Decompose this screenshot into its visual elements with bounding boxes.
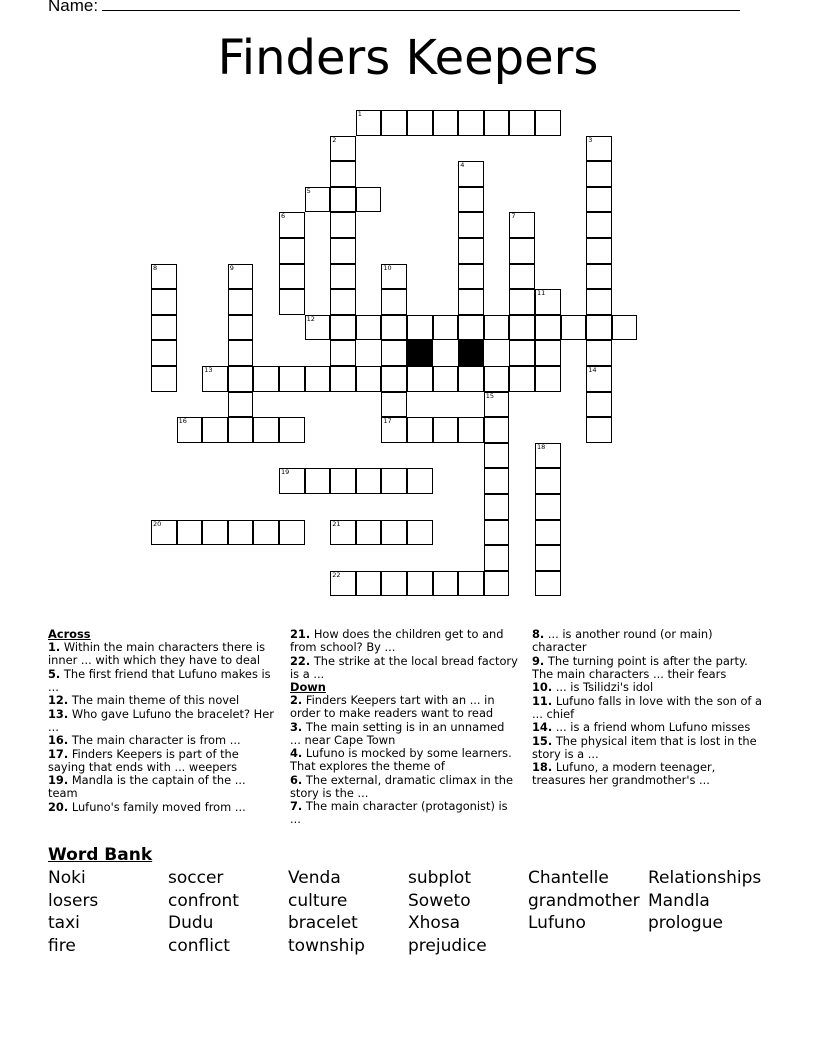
crossword-cell[interactable] — [356, 571, 382, 597]
crossword-cell[interactable] — [484, 443, 510, 469]
crossword-cell[interactable] — [509, 340, 535, 366]
crossword-cell[interactable] — [458, 187, 484, 213]
crossword-cell[interactable] — [151, 264, 177, 290]
crossword-cell[interactable] — [484, 417, 510, 443]
word-bank-word: Relationships — [648, 868, 762, 888]
word-bank-word: losers — [48, 890, 99, 911]
crossword-cell[interactable] — [509, 110, 535, 136]
crossword-cell[interactable] — [330, 315, 356, 341]
word-bank-word: prejudice — [408, 935, 487, 956]
crossword-cell[interactable] — [484, 571, 510, 597]
crossword-cell[interactable] — [228, 340, 254, 366]
clue-number: 5 — [306, 186, 311, 195]
clue-number: 1 — [357, 110, 362, 118]
crossword-cell[interactable] — [407, 110, 433, 136]
word-bank-word: Lufuno — [528, 913, 586, 933]
crossword-cell[interactable] — [484, 315, 510, 341]
word-bank-list — [48, 868, 788, 957]
clue-number: 12 — [306, 314, 315, 323]
crossword-cell[interactable] — [202, 366, 228, 392]
across-clue-12: 12. The main theme of this novel — [48, 693, 240, 707]
word-bank-word: Venda — [288, 868, 341, 888]
word-bank-word: confront — [168, 890, 239, 911]
crossword-cell[interactable] — [586, 315, 612, 341]
crossword-cell[interactable] — [279, 289, 305, 315]
clue-number: 4 — [460, 161, 465, 170]
down-clue-15: 15. The physical item that is lost in the story is a ... — [532, 733, 757, 761]
name-label: Name: — [48, 0, 99, 15]
word-bank-word: township — [288, 935, 365, 956]
crossword-cell[interactable] — [433, 417, 459, 443]
clue-number: 6 — [281, 212, 286, 221]
clue-number: 9 — [229, 263, 234, 272]
down-clue-7: 7. The main character (protagonist) is ... — [290, 799, 508, 826]
crossword-cell[interactable] — [509, 366, 535, 392]
across-clue-19: 19. Mandla is the captain of the ... team — [48, 773, 246, 800]
crossword-cell[interactable] — [458, 289, 484, 315]
crossword-cell[interactable] — [330, 238, 356, 264]
word-bank-word: fire — [48, 935, 76, 956]
clue-number: 11 — [537, 289, 546, 298]
across-clue-5: 5. The first friend that Lufuno makes is ... — [48, 666, 271, 694]
crossword-cell[interactable] — [586, 340, 612, 366]
crossword-cell[interactable] — [330, 468, 356, 494]
clue-number: 8 — [153, 263, 158, 272]
crossword-cell[interactable] — [586, 289, 612, 315]
crossword-cell[interactable] — [279, 520, 305, 546]
clue-number: 22 — [332, 570, 341, 579]
across-clue-21: 21. How does the children get to and from school? By ... — [290, 627, 504, 654]
crossword-cell[interactable] — [356, 520, 382, 546]
clues-column-1 — [48, 628, 276, 814]
clue-number: 2 — [332, 135, 337, 144]
crossword-cell[interactable] — [535, 289, 561, 315]
down-heading: Down — [290, 680, 326, 694]
word-bank-title: Word Bank — [48, 845, 153, 865]
crossword-cell[interactable] — [305, 315, 331, 341]
down-clue-10: 10. ... is Tsilidzi's idol — [532, 680, 654, 694]
crossword-cell[interactable] — [535, 110, 561, 136]
clue-number: 3 — [588, 135, 593, 144]
crossword-cell[interactable] — [458, 212, 484, 238]
across-clue-13: 13. Who gave Lufuno the bracelet? Her ... — [48, 706, 274, 734]
down-clue-4: 4. Lufuno is mocked by some learners. That explores the theme of — [290, 746, 512, 773]
crossword-cell[interactable] — [407, 571, 433, 597]
word-bank-word: soccer — [168, 868, 224, 888]
word-bank-word: culture — [288, 890, 348, 911]
crossword-cell[interactable] — [612, 315, 638, 341]
crossword-cell[interactable] — [202, 417, 228, 443]
crossword-cell[interactable] — [509, 212, 535, 238]
crossword-cell[interactable] — [433, 110, 459, 136]
crossword-cell[interactable] — [330, 136, 356, 162]
crossword-cell[interactable] — [279, 417, 305, 443]
crossword-cell[interactable] — [535, 545, 561, 571]
crossword-cell[interactable] — [305, 187, 331, 213]
crossword-cell[interactable] — [330, 161, 356, 187]
crossword-cell[interactable] — [228, 289, 254, 315]
crossword-cell[interactable] — [407, 417, 433, 443]
crossword-cell[interactable] — [586, 187, 612, 213]
crossword-cell[interactable] — [535, 366, 561, 392]
crossword-cell[interactable] — [458, 110, 484, 136]
crossword-cell[interactable] — [356, 366, 382, 392]
crossword-cell[interactable] — [202, 520, 228, 546]
crossword-cell[interactable] — [356, 315, 382, 341]
crossword-cell[interactable] — [228, 417, 254, 443]
crossword-cell[interactable] — [253, 417, 279, 443]
clue-number: 19 — [281, 468, 290, 477]
crossword-cell[interactable] — [330, 289, 356, 315]
clue-number: 15 — [485, 391, 495, 400]
crossword-cell[interactable] — [484, 520, 510, 546]
crossword-cell[interactable] — [509, 238, 535, 264]
crossword-cell[interactable] — [381, 520, 407, 546]
crossword-cell[interactable] — [484, 494, 510, 520]
crossword-cell[interactable] — [381, 340, 407, 366]
crossword-cell[interactable] — [305, 366, 331, 392]
crossword-cell[interactable] — [330, 366, 356, 392]
crossword-cell[interactable] — [586, 161, 612, 187]
crossword-cell[interactable] — [458, 417, 484, 443]
word-bank-word: taxi — [48, 913, 80, 933]
down-clue-6: 6. The external, dramatic climax in the story is the ... — [290, 772, 514, 800]
crossword-cell[interactable] — [228, 315, 254, 341]
crossword-cell[interactable] — [279, 366, 305, 392]
crossword-cell[interactable] — [458, 161, 484, 187]
crossword-cell[interactable] — [586, 264, 612, 290]
black-square — [458, 340, 484, 366]
down-clue-8: 8. ... is another round (or main) character — [532, 627, 713, 654]
crossword-cell[interactable] — [586, 392, 612, 418]
word-bank-word: Mandla — [648, 890, 710, 911]
crossword-cell[interactable] — [228, 264, 254, 290]
across-clue-17: 17. Finders Keepers is part of the saying that ends with ... weepers — [48, 746, 239, 774]
clue-number: 21 — [332, 519, 341, 528]
word-bank-word: Dudu — [168, 913, 214, 933]
crossword-cell[interactable] — [509, 264, 535, 290]
crossword-cell[interactable] — [535, 315, 561, 341]
crossword-cell[interactable] — [458, 315, 484, 341]
word-bank-word: grandmother — [528, 890, 640, 911]
crossword-cell[interactable] — [458, 238, 484, 264]
crossword-cell[interactable] — [535, 520, 561, 546]
clue-number: 14 — [588, 366, 597, 374]
across-clue-20: 20. Lufuno's family moved from ... — [48, 799, 246, 814]
word-bank-word: Xhosa — [408, 913, 461, 933]
crossword-cell[interactable] — [279, 264, 305, 290]
crossword-cell[interactable] — [330, 212, 356, 238]
crossword-cell[interactable] — [535, 468, 561, 494]
crossword-cell[interactable] — [586, 238, 612, 264]
crossword-cell[interactable] — [151, 315, 177, 341]
crossword-cell[interactable] — [381, 468, 407, 494]
crossword-cell[interactable] — [279, 212, 305, 238]
crossword-cell[interactable] — [356, 187, 382, 213]
crossword-cell[interactable] — [561, 315, 587, 341]
down-clue-9: 9. The turning point is after the party. The main characters ... their fears — [532, 653, 748, 681]
word-bank-word: Soweto — [408, 890, 471, 911]
clue-number: 20 — [153, 519, 162, 528]
crossword-cell[interactable] — [330, 571, 356, 597]
across-clue-16: 16. The main character is from ... — [48, 733, 241, 747]
crossword-cell[interactable] — [151, 366, 177, 392]
crossword-cell[interactable] — [484, 110, 510, 136]
crossword-cell[interactable] — [330, 340, 356, 366]
crossword-cell[interactable] — [484, 392, 510, 418]
crossword-cell[interactable] — [330, 520, 356, 546]
word-bank — [48, 845, 788, 957]
crossword-cell[interactable] — [484, 468, 510, 494]
crossword-cell[interactable] — [433, 571, 459, 597]
down-clue-2: 2. Finders Keepers tart with an ... in order to make readers want to read — [290, 693, 495, 720]
crossword-cell[interactable] — [177, 520, 203, 546]
crossword-cell[interactable] — [381, 289, 407, 315]
across-clue-22: 22. The strike at the local bread factory is a ... — [290, 653, 518, 681]
crossword-cell[interactable] — [535, 443, 561, 469]
crossword-cell[interactable] — [151, 340, 177, 366]
crossword-cell[interactable] — [586, 212, 612, 238]
across-heading: Across — [48, 627, 91, 641]
clue-number: 18 — [537, 442, 546, 451]
crossword-cell[interactable] — [330, 264, 356, 290]
crossword-cell[interactable] — [330, 187, 356, 213]
across-clue-1: 1. Within the main characters there is inner ... with which they have to deal — [48, 640, 266, 667]
crossword-cell[interactable] — [279, 238, 305, 264]
crossword-cell[interactable] — [407, 315, 433, 341]
crossword-cell[interactable] — [458, 264, 484, 290]
crossword-cell[interactable] — [228, 520, 254, 546]
clues-column-2 — [290, 628, 518, 827]
crossword-cell[interactable] — [458, 366, 484, 392]
crossword-cell[interactable] — [151, 289, 177, 315]
down-clue-18: 18. Lufuno, a modern teenager, treasures her grandmother's ... — [532, 760, 716, 787]
crossword-cell[interactable] — [228, 392, 254, 418]
crossword-cell[interactable] — [381, 110, 407, 136]
clue-number: 7 — [511, 212, 516, 221]
crossword-cell[interactable] — [586, 366, 612, 392]
page-title: Finders Keepers — [217, 30, 599, 86]
clue-number: 16 — [178, 417, 187, 426]
crossword-cell[interactable] — [253, 366, 279, 392]
crossword-cell[interactable] — [509, 315, 535, 341]
crossword-cell[interactable] — [484, 366, 510, 392]
crossword-cell[interactable] — [305, 468, 331, 494]
clue-number: 10 — [383, 263, 392, 272]
crossword-cell[interactable] — [407, 366, 433, 392]
crossword-cell[interactable] — [535, 340, 561, 366]
crossword-cell[interactable] — [356, 110, 382, 136]
crossword-cell[interactable] — [535, 494, 561, 520]
down-clue-14: 14. ... is a friend whom Lufuno misses — [532, 720, 751, 734]
word-bank-word: prologue — [648, 913, 723, 933]
crossword-cell[interactable] — [586, 417, 612, 443]
crossword-cell[interactable] — [228, 366, 254, 392]
clue-number: 17 — [383, 417, 392, 426]
crossword-cell[interactable] — [381, 392, 407, 418]
crossword-cell[interactable] — [586, 136, 612, 162]
crossword-cell[interactable] — [407, 520, 433, 546]
crossword-cell[interactable] — [484, 545, 510, 571]
down-clue-3: 3. The main setting is in an unnamed ... near Cape Town — [290, 719, 505, 747]
crossword-cell[interactable] — [381, 264, 407, 290]
word-bank-word: Chantelle — [528, 868, 609, 888]
crossword-cell[interactable] — [381, 315, 407, 341]
word-bank-word: conflict — [168, 935, 230, 956]
crossword-cell[interactable] — [279, 468, 305, 494]
crossword-cell[interactable] — [381, 571, 407, 597]
crossword-cell[interactable] — [509, 289, 535, 315]
clues-column-3 — [532, 628, 768, 788]
crossword-cell[interactable] — [253, 520, 279, 546]
word-bank-word: bracelet — [288, 913, 358, 933]
clue-number: 13 — [204, 366, 213, 374]
word-bank-word: Noki — [48, 868, 86, 888]
black-square — [407, 340, 433, 366]
word-bank-word: subplot — [408, 868, 472, 888]
crossword-cell[interactable] — [151, 520, 177, 546]
crossword-cell[interactable] — [381, 366, 407, 392]
crossword-cell[interactable] — [535, 571, 561, 597]
crossword-cell[interactable] — [433, 366, 459, 392]
crossword-cell[interactable] — [177, 417, 203, 443]
crossword-cell[interactable] — [381, 417, 407, 443]
crossword-cell[interactable] — [433, 315, 459, 341]
crossword-cell[interactable] — [356, 468, 382, 494]
down-clue-11: 11. Lufuno falls in love with the son of a ... chief — [532, 693, 763, 721]
crossword-cell[interactable] — [407, 468, 433, 494]
crossword-cell[interactable] — [458, 571, 484, 597]
